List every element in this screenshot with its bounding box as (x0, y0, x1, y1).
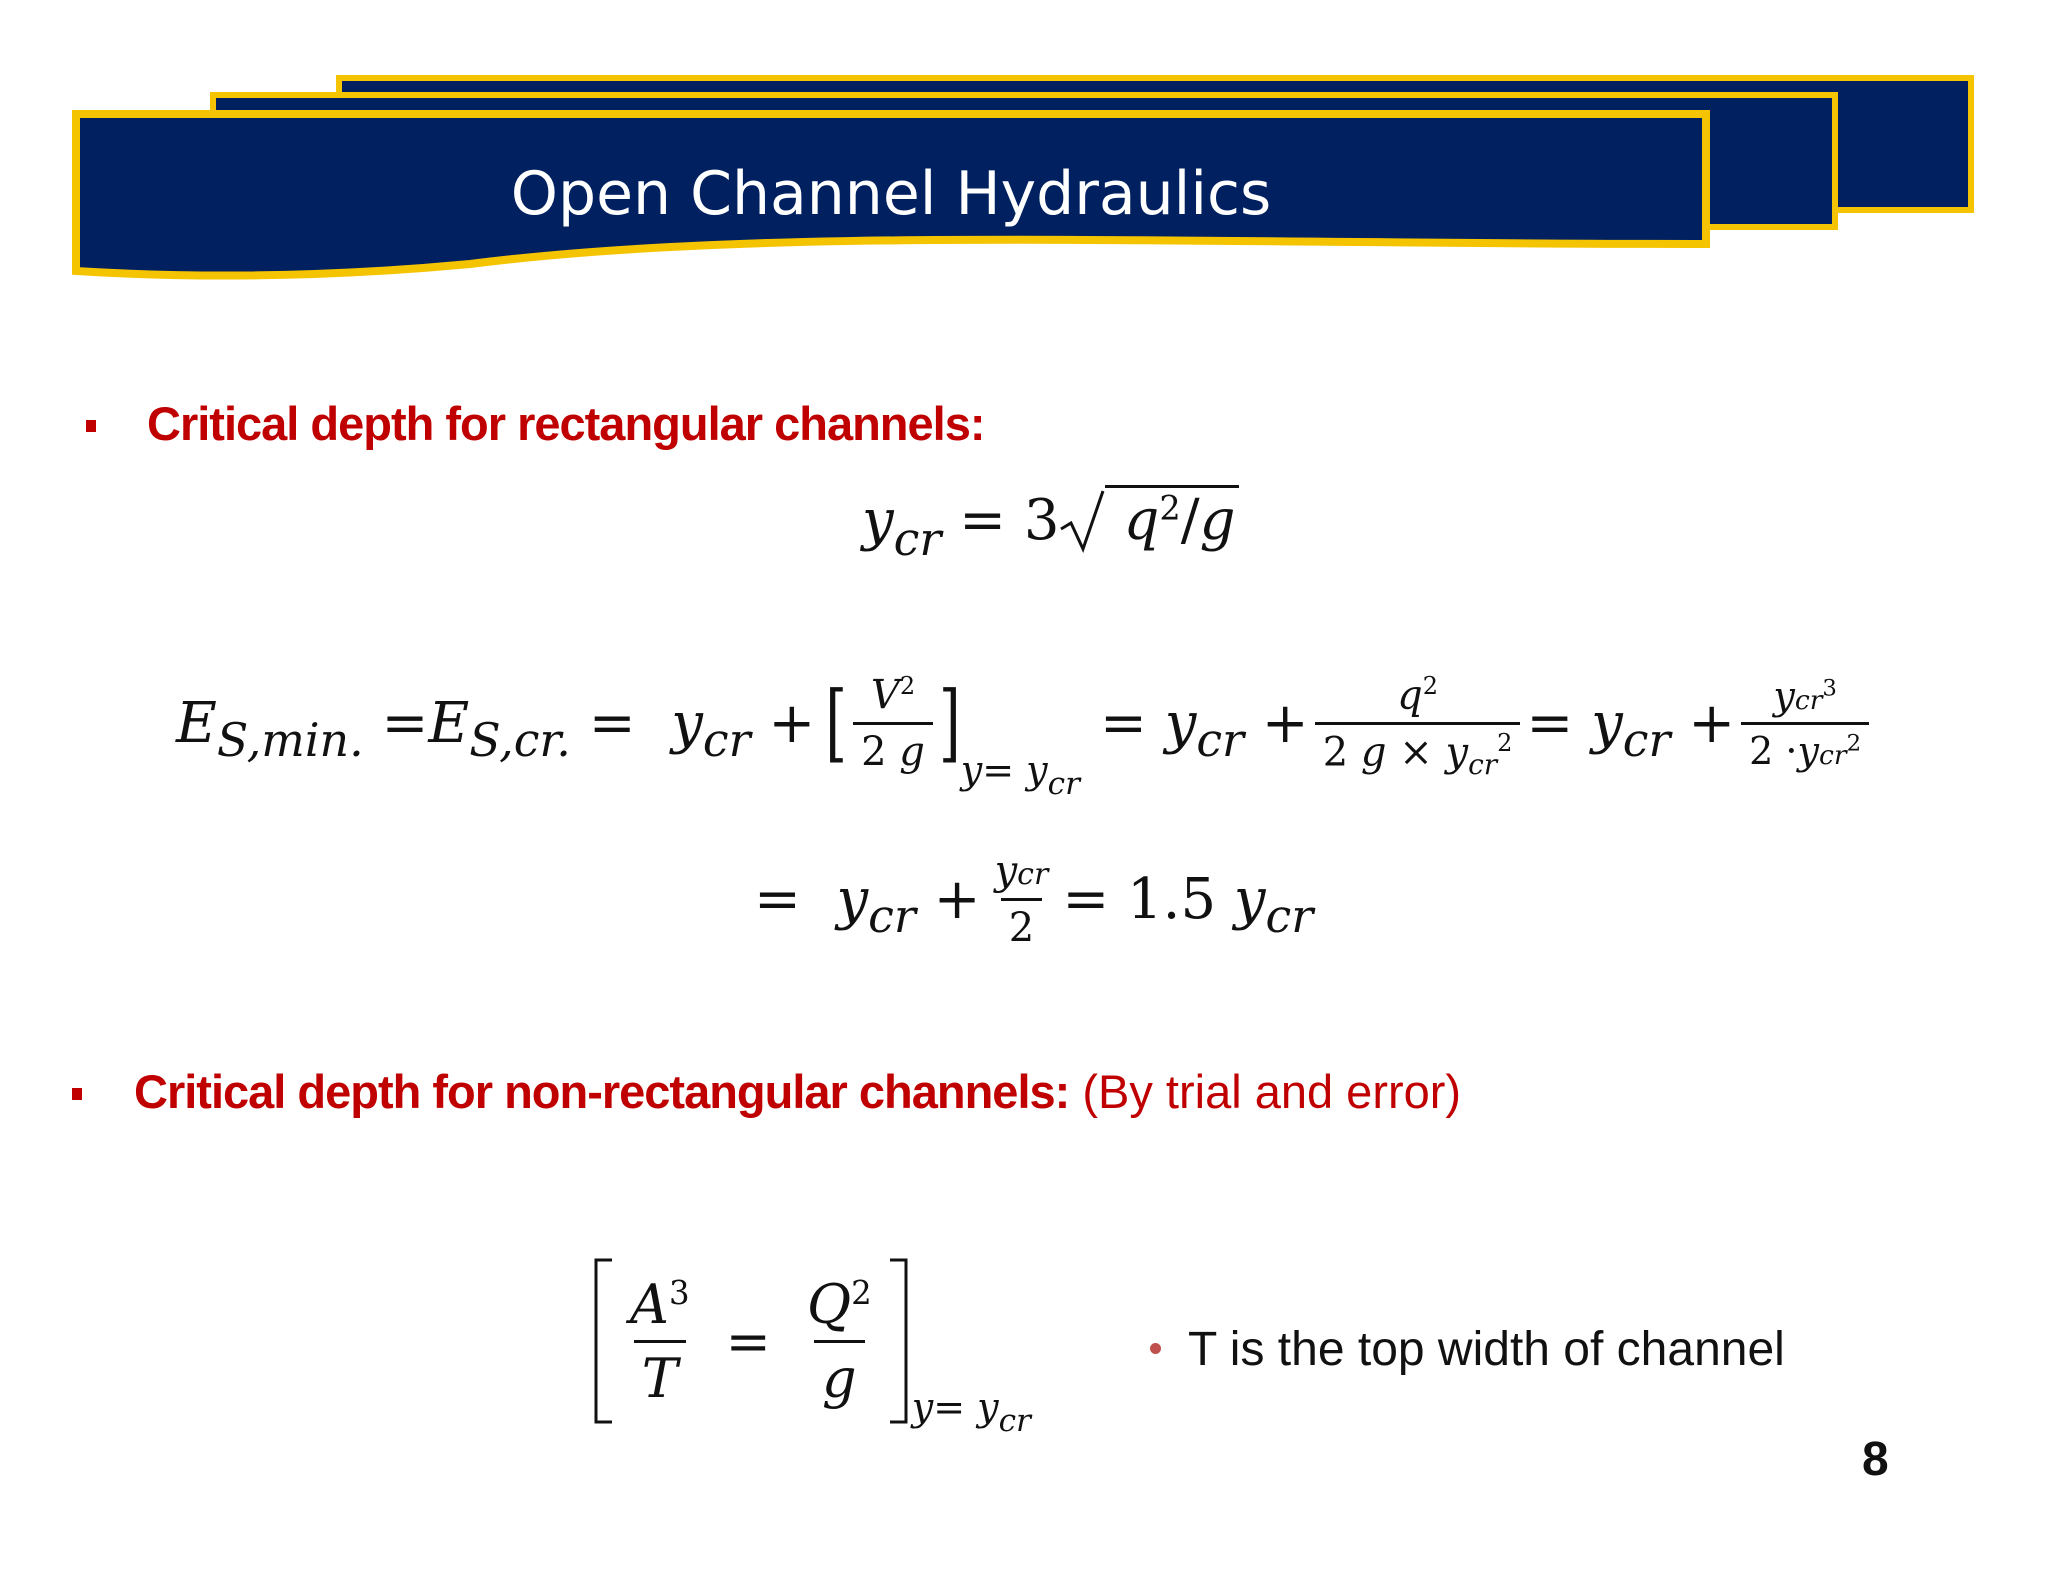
note-top-width: T is the top width of channel (1188, 1323, 1785, 1376)
bullet-dot-icon (1150, 1343, 1161, 1354)
page-title: Open Channel Hydraulics (510, 159, 1272, 229)
equation-energy-result: = y cr + $\frac{\text{ycr}}{2}$ = 1.5 y cr (754, 848, 1314, 951)
bullet-square-icon (72, 1088, 82, 1100)
bullet-square-icon (86, 420, 96, 432)
equation-critical-depth: $y_{cr} = 3$ $q^2/g$ (862, 488, 1239, 553)
section-heading-rectangular: Critical depth for rectangular channels: (147, 397, 985, 450)
equation-nonrectangular: $\frac{A^3}{T}$ = $\frac{Q^2}{g}$ $y= y_{cr}$ (590, 1256, 1031, 1426)
equation-specific-energy: E S,min. = E S,cr. = y cr + [ $\frac{V^2}{2 g}$ ] $y= y_{cr}$ = y cr + $\frac{q^2}{2 g \times y_{cr}^2}$ = y cr + $\frac{ycr^3}{2 \cdot ycr^2}$ (176, 672, 1875, 776)
heading-note: (By trial and error) (1069, 1065, 1462, 1118)
heading-text: Critical depth for non-rectangular channels: (134, 1065, 1070, 1118)
section-heading-nonrectangular (134, 1064, 1461, 1119)
page-number: 8 (1862, 1433, 1889, 1486)
